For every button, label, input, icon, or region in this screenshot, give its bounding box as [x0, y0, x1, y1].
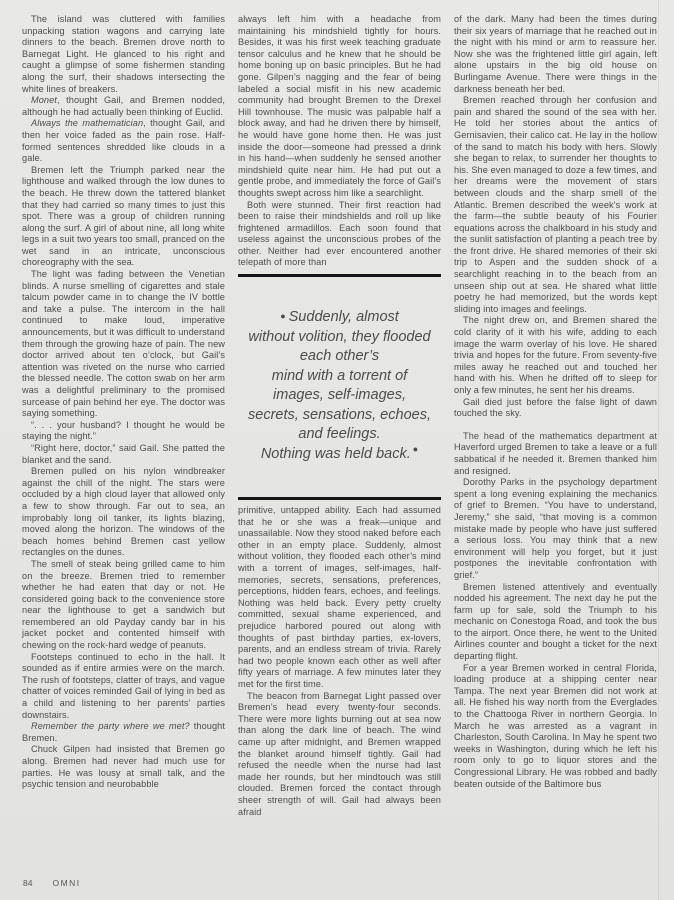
paragraph: [22, 269, 225, 420]
column-right: [454, 14, 657, 818]
section-break: [454, 420, 657, 431]
body-text: Chuck Gilpen had insisted that Bremen go along. Bremen had never had much use for parties. He was lousy at small talk, and the psychic tension and neurobabble: [22, 744, 225, 790]
body-text: , thought Gail, and then her voice faded as the pain rose. Half-formed sentences shredded like clouds in a gale.: [22, 118, 225, 164]
pull-quote-line: ● Suddenly, almost: [280, 309, 399, 326]
paragraph: [454, 14, 657, 95]
paragraph: [22, 118, 225, 164]
body-text: primitive, untapped ability. Each had assumed that he or she was a freak—unique and unassailable. Now they stood naked before each other in an empty place. Suddenly, almost without volition, they flooded each other’s mind with a torrent of images, self-images, half-memories, secrets, sensations, preferences, perceptions, hidden fears, echoes, and feelings. Nothing was held back. Every petty cruelty committed, sexual shame experienced, and prejudice harbored poured out along with thoughts of past birthday parties, ex-lovers, parents, and an endless stream of trivia. Rarely had two people known each other as well after fifty years of marriage. A few minutes later they met for the first time.: [238, 505, 441, 689]
paragraph: [454, 431, 657, 477]
body-text: Bremen listened attentively and eventually nodded his agreement. The next day he put the farm up for sale, sold the Triumph to his mechanic on Conestoga Road, and took the bus to the airport. Once there, he went to the United Airlines counter and bought a ticket for the next departing flight.: [454, 581, 657, 662]
paragraph: [22, 95, 225, 118]
body-text: of the dark. Many had been the times during their six years of marriage that he reached out in the night with his mind or arm to reassure her. Now she was the frightened little girl again, left alone upstairs in the big old house on Burlingame Avenue. There were things in the darkness beneath her bed.: [454, 14, 657, 94]
pull-quote: [238, 282, 441, 492]
pull-quote-line: each other’s: [299, 348, 380, 365]
body-text: The island was cluttered with families unpacking station wagons and carrying late dinners to the beach. Bremen drove north to Barnegat Light. He glanced to his right and caught a glimpse of some fishermen standing along the surf, their shadows intersecting the white lines of breakers.: [22, 14, 225, 94]
paragraph: [238, 505, 441, 691]
page-number: 84: [23, 878, 33, 888]
italic-text: Always the mathematician: [31, 118, 144, 129]
body-text: For a year Bremen worked in central Florida, loading produce at a shipping center near Tampa. The next year Bremen did not work at all. He fished his way north from the Everglades to the Chattooga River in northern Georgia. In March he was arrested as a vagrant in Charleston, South Carolina. In May he spent two weeks in Washington, during which he left his room only to go to liquor stores and the Congressional Library. He was robbed and badly beaten outside of the Baltimore bus: [454, 662, 657, 789]
paragraph: [454, 582, 657, 663]
body-text: “Right here, doctor,” said Gail. She patted the blanket and the sand.: [22, 442, 225, 465]
paragraph: [22, 165, 225, 269]
paragraph: [454, 95, 657, 315]
body-text: , thought Gail, and Bremen nodded, although he had actually been thinking of Euclid.: [22, 95, 225, 117]
paragraph: [22, 420, 225, 443]
paragraph: [22, 466, 225, 559]
body-text: thought Bremen.: [22, 721, 225, 743]
body-text: Both were stunned. Their first reaction had been to raise their mindshields and roll up like frightened armadillos. Each soon found that useless against the unconscious probes of the other. Neither had ever encountered another telepath of more than: [238, 199, 441, 268]
page-footer: [23, 878, 81, 888]
paragraph: [22, 652, 225, 722]
italic-text: Monet: [31, 95, 57, 106]
body-text: “. . . your husband? I thought he would be staying the night.”: [22, 419, 225, 442]
paragraph: [454, 477, 657, 581]
paragraph: [238, 691, 441, 819]
column-left: [22, 14, 225, 818]
body-text: The light was fading between the Venetian blinds. A nurse smelling of cigarettes and stale talcum powder came in to change the IV bottle and take a pulse. The intercom in the hall continued to make loud, imperative announcements, but it was difficult to understand them through the growing haze of pain. The new doctor arrived about ten o’clock, but Gail’s attention was riveted on the nurse who carried the blessed needle. The cotton swab on her arm was a delightful preliminary to the promised surcease of pain behind her eye. The doctor was saying something.: [22, 269, 225, 419]
body-text: The head of the mathematics department at Haverford urged Bremen to take a leave or a full sabbatical if he needed it. Bremen thanked him and resigned.: [454, 430, 657, 476]
pullquote-rule: [238, 274, 441, 277]
body-text: always left him with a headache from maintaining his mindshield tightly for hours. Besides, it was his first week teaching graduate tensor calculus and he knew that he should be home boning up on basic principles. But he had gone. Gilpen’s nagging and the fear of being labeled a social misfit in his new academic community had brought Bremen to the Drexel Hill townhouse. The music was palpable half a block away, and had he driven there by himself, he would have gone home then. He was just inside the door—someone had pressed a drink in his hand—when suddenly he sensed another mindshield quite near him. He had put out a gentle probe, and immediately the force of Gail’s thoughts swept across him like a searchlight.: [238, 14, 441, 198]
body-text: Bremen pulled on his nylon windbreaker against the chill of the night. The stars were occluded by a high cloud layer that allowed only a few to show through. Far out to sea, an improbably long oil tanker, its lights blazing, moved along the horizon. The windows of the beach homes behind Bremen cast yellow rectangles on the dunes.: [22, 466, 225, 558]
paragraph: [454, 663, 657, 791]
paragraph: [22, 559, 225, 652]
column-middle: [238, 14, 441, 818]
paragraph: [454, 315, 657, 396]
pull-quote-line: without volition, they flooded: [248, 328, 431, 345]
body-text: Dorothy Parks in the psychology department spent a long evening explaining the mechanics of grief to Bremen. “You have to understand, Jeremy,” she said, “that moving is a common mistake made by people who have just suffered a serious loss. You may think that a new environment will help you forget, but it just postpones the inevitable confrontation with grief.”: [454, 477, 657, 580]
paragraph: [22, 14, 225, 95]
pull-quote-line: secrets, sensations, echoes,: [248, 406, 431, 423]
paragraph: [238, 14, 441, 200]
body-text: Bremen reached through her confusion and pain and shared the sound of the sea with her. He told her stories about the antics of Gernisavien, their calico cat. He lay in the hollow of the sand to match his body with hers. Slowly she began to relax, to surrender her thoughts to his. She even managed to doze a few times, and her dreams were the movement of stars between clouds and the sharp smell of the Atlantic. Bremen described the week’s work at the farm—the subtle beauty of his Fourier equations across the chalkboard in his study and the sunlit satisfaction of planting a peach tree by the front drive. He shared memories of their ski trip to Aspen and the sudden shock of a searchlight reaching in to the beach from an unseen ship out at sea. He shared what little poetry he had memorized, but the words kept sliding into images and feelings.: [454, 95, 657, 314]
body-text: Gail died just before the false light of dawn touched the sky.: [454, 396, 657, 419]
paragraph: [238, 200, 441, 270]
body-text: The smell of steak being grilled came to him on the breeze. Bremen tried to remember whether he had eaten that day or not. He considered going back to the convenience store near the lighthouse to get a sandwich but remembered an old Payday candy bar in his jacket pocket and contented himself with chewing on the rock-hard wedge of peanuts.: [22, 558, 225, 651]
body-text: Bremen left the Triumph parked near the lighthouse and walked through the low dunes to the beach. He threw down the tattered blanket that they had carried so many times to just this spot. There was a group of children running along the surf. A girl of about nine, all long white legs in a suit two years too small, pranced on the wet sand in an intricate, unconscious choreography with the sea.: [22, 164, 225, 268]
pull-quote-line: and feelings.: [298, 426, 381, 443]
italic-text: Remember the party where we met?: [31, 721, 190, 732]
pullquote-rule: [238, 497, 441, 500]
magazine-name: OMNI: [52, 878, 81, 888]
close-quote-icon: ●: [412, 443, 419, 454]
paragraph: [22, 744, 225, 790]
paragraph: [22, 721, 225, 744]
body-text: Footsteps continued to echo in the hall. It sounded as if entire armies were on the march. The rush of footsteps, clatter of trays, and vague chatter of voices reminded Gail of lying in bed as a child and listening to her parents’ parties downstairs.: [22, 651, 225, 720]
paragraph: [22, 443, 225, 466]
body-text: The beacon from Barnegat Light passed over Bremen’s head every twenty-four seconds. There were more lights burning out at sea now than along the dark line of beach. The wind came up after midnight, and Bremen wrapped the blanket around himself tightly. Gail had refused the needle when the nurse had last made her rounds, but her mindtouch was still clouded. Bremen forced the contact through sheer strength of will. Gail had always been afraid: [238, 690, 441, 817]
pull-quote-line: Nothing was held back. ●: [260, 443, 419, 462]
pull-quote-line: mind with a torrent of: [271, 367, 408, 384]
pull-quote-line: images, self-images,: [273, 387, 406, 404]
open-quote-icon: ●: [280, 311, 286, 322]
body-text: The night drew on, and Bremen shared the cold clarity of it with his wife, adding to each image the warm overlay of his love. He shared trivia and hopes for the future. From seventy-five miles away he reached out and touched her hand with his. When he drifted off to sleep for only a few minutes, he sent her his dreams.: [454, 315, 657, 395]
paragraph: [454, 397, 657, 420]
